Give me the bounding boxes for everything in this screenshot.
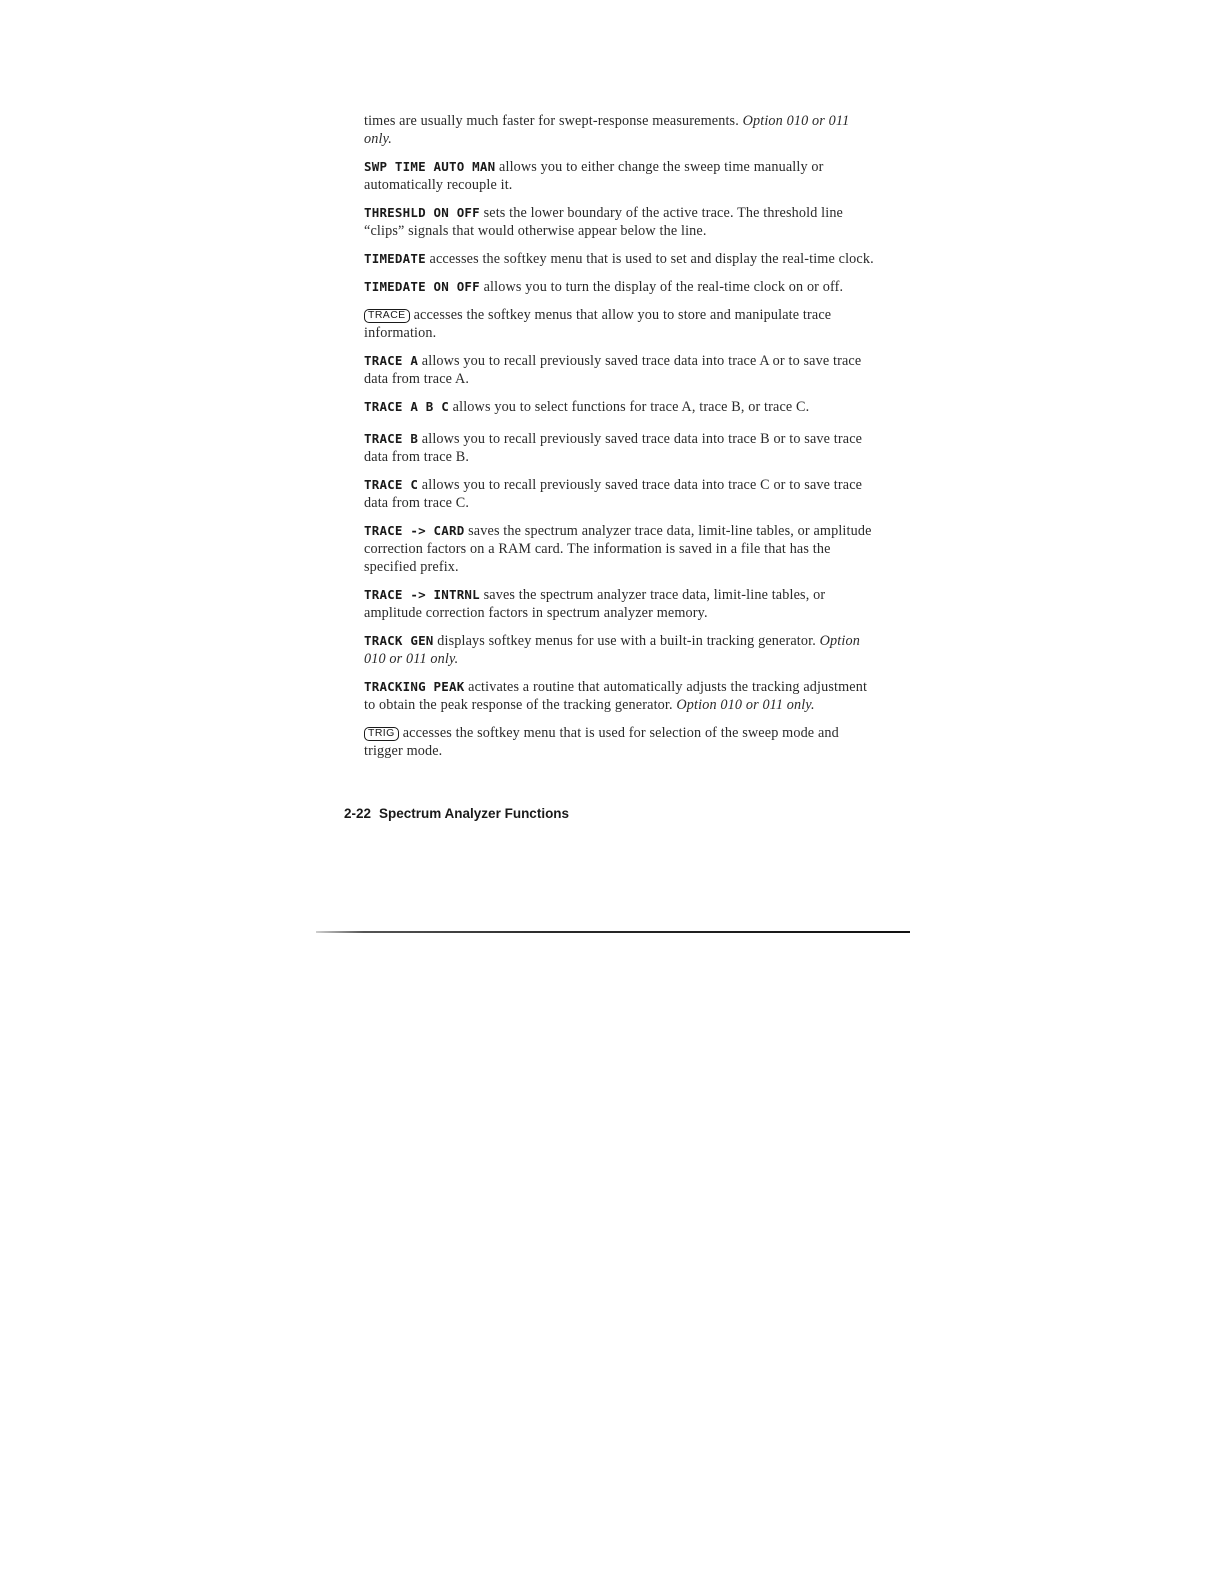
entry-text: accesses the softkey menu that is used for selection of the sweep mode and trigger mode. <box>364 725 839 759</box>
softkey-label: TIMEDATE <box>364 251 426 266</box>
entry-text: sets the lower boundary of the active trace. The threshold line “clips” signals that would otherwise appear below the line. <box>364 205 844 239</box>
entry-text: times are usually much faster for swept-response measurements. <box>364 113 743 129</box>
entry-text: allows you to turn the display of the real-time clock on or off. <box>479 279 844 295</box>
entry-trace-b <box>364 430 876 466</box>
entry-threshld-on-off <box>364 204 876 240</box>
entry-text: saves the spectrum analyzer trace data, limit-line tables, or amplitude correction factors in spectrum analyzer memory. <box>364 587 826 621</box>
entry-trace-a <box>364 352 876 388</box>
entry-text: saves the spectrum analyzer trace data, limit-line tables, or amplitude correction factors on a RAM card. The information is saved in a file that has the specified prefix. <box>364 523 872 575</box>
entry-text: allows you to recall previously saved trace data into trace C or to save trace data from trace C. <box>364 477 863 511</box>
softkey-label: TRACE C <box>364 477 419 492</box>
softkey-label: TRACE A B C <box>364 399 449 414</box>
entry-text: allows you to either change the sweep time manually or automatically recouple it. <box>364 159 824 193</box>
softkey-label: SWP TIME AUTO MAN <box>364 159 496 174</box>
option-note: Option 010 or 011 only. <box>364 113 850 147</box>
entry-trace-intrnl <box>364 586 876 622</box>
entry-text: activates a routine that automatically adjusts the tracking adjustment to obtain the peak response of the tracking generator. <box>364 679 868 713</box>
trig-hardkey: TRIG <box>364 727 399 741</box>
entry-text: allows you to select functions for trace A, trace B, or trace C. <box>448 399 810 415</box>
page-number: 2-22 <box>344 806 372 821</box>
entry-sweep-time-note <box>364 112 876 148</box>
option-note: Option 010 or 011 only. <box>364 633 860 667</box>
entry-timedate <box>364 250 876 268</box>
entry-track-gen <box>364 632 876 668</box>
entry-trace-c <box>364 476 876 512</box>
softkey-label: TRACK GEN <box>364 633 434 648</box>
entry-trig-hardkey <box>364 724 876 760</box>
entry-swp-time-auto-man <box>364 158 876 194</box>
entry-text: displays softkey menus for use with a built-in tracking generator. <box>433 633 820 649</box>
section-title: Spectrum Analyzer Functions <box>379 806 570 821</box>
softkey-label: TRACE -> CARD <box>364 523 465 538</box>
entry-trace-a-b-c <box>364 398 876 416</box>
page-footer <box>344 806 569 821</box>
softkey-label: TRACE B <box>364 431 419 446</box>
entry-trace-hardkey <box>364 306 876 342</box>
option-note: Option 010 or 011 only. <box>676 697 815 713</box>
trace-hardkey: TRACE <box>364 309 410 323</box>
entry-tracking-peak <box>364 678 876 714</box>
entry-text: accesses the softkey menu that is used to set and display the real-time clock. <box>425 251 874 267</box>
entry-timedate-on-off <box>364 278 876 296</box>
bottom-rule <box>316 931 910 933</box>
page-body <box>364 112 876 770</box>
softkey-label: THRESHLD ON OFF <box>364 205 480 220</box>
entry-text: allows you to recall previously saved trace data into trace A or to save trace data from trace A. <box>364 353 862 387</box>
entry-text: allows you to recall previously saved trace data into trace B or to save trace data from trace B. <box>364 431 863 465</box>
softkey-label: TIMEDATE ON OFF <box>364 279 480 294</box>
entry-text: accesses the softkey menus that allow you to store and manipulate trace information. <box>364 307 832 341</box>
softkey-label: TRACE A <box>364 353 419 368</box>
entry-trace-card <box>364 522 876 576</box>
softkey-label: TRACKING PEAK <box>364 679 465 694</box>
softkey-label: TRACE -> INTRNL <box>364 587 480 602</box>
